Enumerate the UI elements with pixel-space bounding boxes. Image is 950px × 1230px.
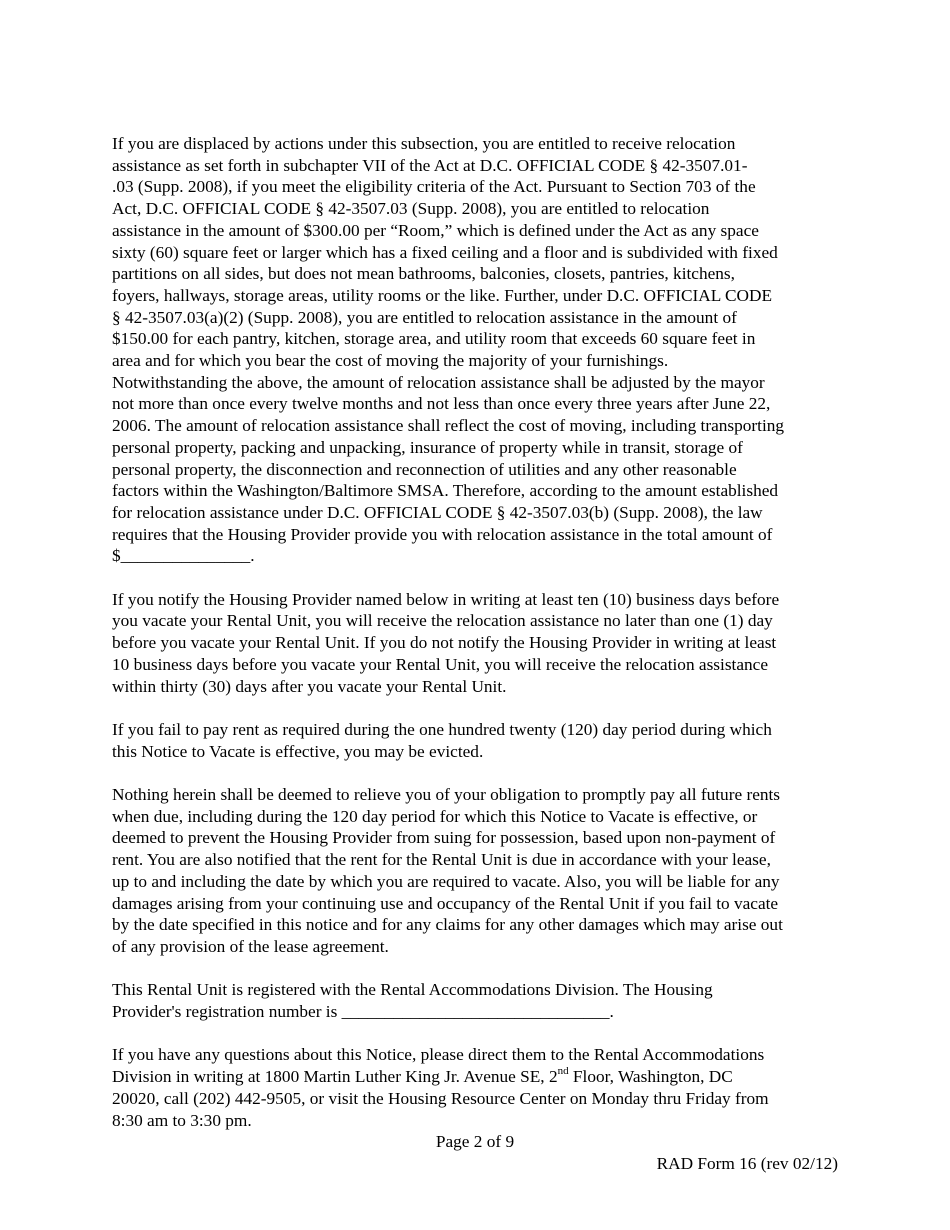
contact-line-2-start: Division in writing at 1800 Martin Luther King Jr. Avenue SE, 2 [112, 1067, 558, 1087]
text-line: Act, D.C. OFFICIAL CODE § 42-3507.03 (Supp. 2008), you are entitled to relocation [112, 199, 710, 219]
text-line: personal property, the disconnection and reconnection of utilities and any other reasonable [112, 459, 737, 479]
text-line: not more than once every twelve months and not less than once every three years after June 22, [112, 394, 771, 414]
text-line: foyers, hallways, storage areas, utility rooms or the like. Further, under D.C. OFFICIAL CODE [112, 285, 773, 305]
text-line: requires that the Housing Provider provide you with relocation assistance in the total amount of [112, 524, 773, 544]
text-line: If you notify the Housing Provider named below in writing at least ten (10) business days before [112, 589, 780, 609]
text-line: of any provision of the lease agreement. [112, 936, 389, 956]
contact-line-1: If you have any questions about this Notice, please direct them to the Rental Accommodations [112, 1045, 765, 1065]
text-line: Notwithstanding the above, the amount of relocation assistance shall be adjusted by the mayor [112, 372, 765, 392]
text-line: personal property, packing and unpacking, insurance of property while in transit, storage of [112, 437, 743, 457]
contact-paragraph [112, 1044, 842, 1131]
text-line: This Rental Unit is registered with the Rental Accommodations Division. The Housing [112, 980, 713, 1000]
text-line: 2006. The amount of relocation assistance shall reflect the cost of moving, including transporting [112, 416, 785, 436]
paragraph-spacer [112, 1023, 842, 1045]
text-line: deemed to prevent the Housing Provider from suing for possession, based upon non-payment of [112, 828, 776, 848]
text-line: $_______________. [112, 546, 255, 566]
paragraph-spacer [112, 567, 842, 589]
paragraph [112, 784, 842, 958]
text-line: Nothing herein shall be deemed to relieve you of your obligation to promptly pay all future rents [112, 785, 781, 805]
text-line: partitions on all sides, but does not mean bathrooms, balconies, closets, pantries, kitchens, [112, 264, 735, 284]
contact-line-4: 8:30 am to 3:30 pm. [112, 1110, 252, 1130]
contact-line-2 [112, 1066, 842, 1088]
paragraphs [112, 133, 842, 1044]
text-line: If you are displaced by actions under this subsection, you are entitled to receive relocation [112, 134, 736, 153]
paragraph [112, 719, 842, 762]
text-line: for relocation assistance under D.C. OFFICIAL CODE § 42-3507.03(b) (Supp. 2008), the law [112, 502, 763, 522]
paragraph-spacer [112, 697, 842, 719]
text-line: sixty (60) square feet or larger which has a fixed ceiling and a floor and is subdivided with fixed [112, 242, 778, 262]
text-line: § 42-3507.03(a)(2) (Supp. 2008), you are entitled to relocation assistance in the amount of [112, 307, 737, 327]
text-line: If you fail to pay rent as required during the one hundred twenty (120) day period during which [112, 719, 772, 739]
form-identifier: RAD Form 16 (rev 02/12) [656, 1154, 838, 1173]
text-line: rent. You are also notified that the rent for the Rental Unit is due in accordance with your lease, [112, 850, 771, 870]
text-line: .03 (Supp. 2008), if you meet the eligibility criteria of the Act. Pursuant to Section 703 of the [112, 177, 756, 197]
page-number: Page 2 of 9 [435, 1132, 515, 1151]
text-line: damages arising from your continuing use and occupancy of the Rental Unit if you fail to vacate [112, 893, 779, 913]
text-line: assistance in the amount of $300.00 per “Room,” which is defined under the Act as any space [112, 220, 759, 240]
text-line: this Notice to Vacate is effective, you may be evicted. [112, 741, 484, 761]
ordinal-suffix: nd [557, 1065, 569, 1078]
paragraph-spacer [112, 958, 842, 980]
contact-line-2-end: Floor, Washington, DC [568, 1067, 733, 1087]
paragraph [112, 133, 842, 567]
text-line: you vacate your Rental Unit, you will receive the relocation assistance no later than one (1) day [112, 611, 773, 631]
paragraph [112, 589, 842, 698]
text-line: when due, including during the 120 day period for which this Notice to Vacate is effective, or [112, 806, 758, 826]
text-line: before you vacate your Rental Unit. If you do not notify the Housing Provider in writing at least [112, 633, 777, 653]
paragraph [112, 979, 842, 1022]
contact-line-3: 20020, call (202) 442-9505, or visit the Housing Resource Center on Monday thru Friday from [112, 1088, 769, 1108]
text-line: Provider's registration number is _______________________________. [112, 1002, 614, 1022]
paragraph-spacer [112, 762, 842, 784]
text-line: $150.00 for each pantry, kitchen, storage area, and utility room that exceeds 60 square feet in [112, 329, 756, 349]
text-line: within thirty (30) days after you vacate your Rental Unit. [112, 676, 507, 696]
text-line: factors within the Washington/Baltimore SMSA. Therefore, according to the amount established [112, 481, 779, 501]
text-line: area and for which you bear the cost of moving the majority of your furnishings. [112, 351, 669, 371]
document-body [112, 133, 842, 1131]
text-line: 10 business days before you vacate your Rental Unit, you will receive the relocation assistance [112, 654, 769, 674]
text-line: assistance as set forth in subchapter VII of the Act at D.C. OFFICIAL CODE § 42-3507.01- [112, 155, 748, 175]
text-line: up to and including the date by which you are required to vacate. Also, you will be liable for any [112, 871, 780, 891]
text-line: by the date specified in this notice and for any claims for any other damages which may arise out [112, 915, 783, 935]
